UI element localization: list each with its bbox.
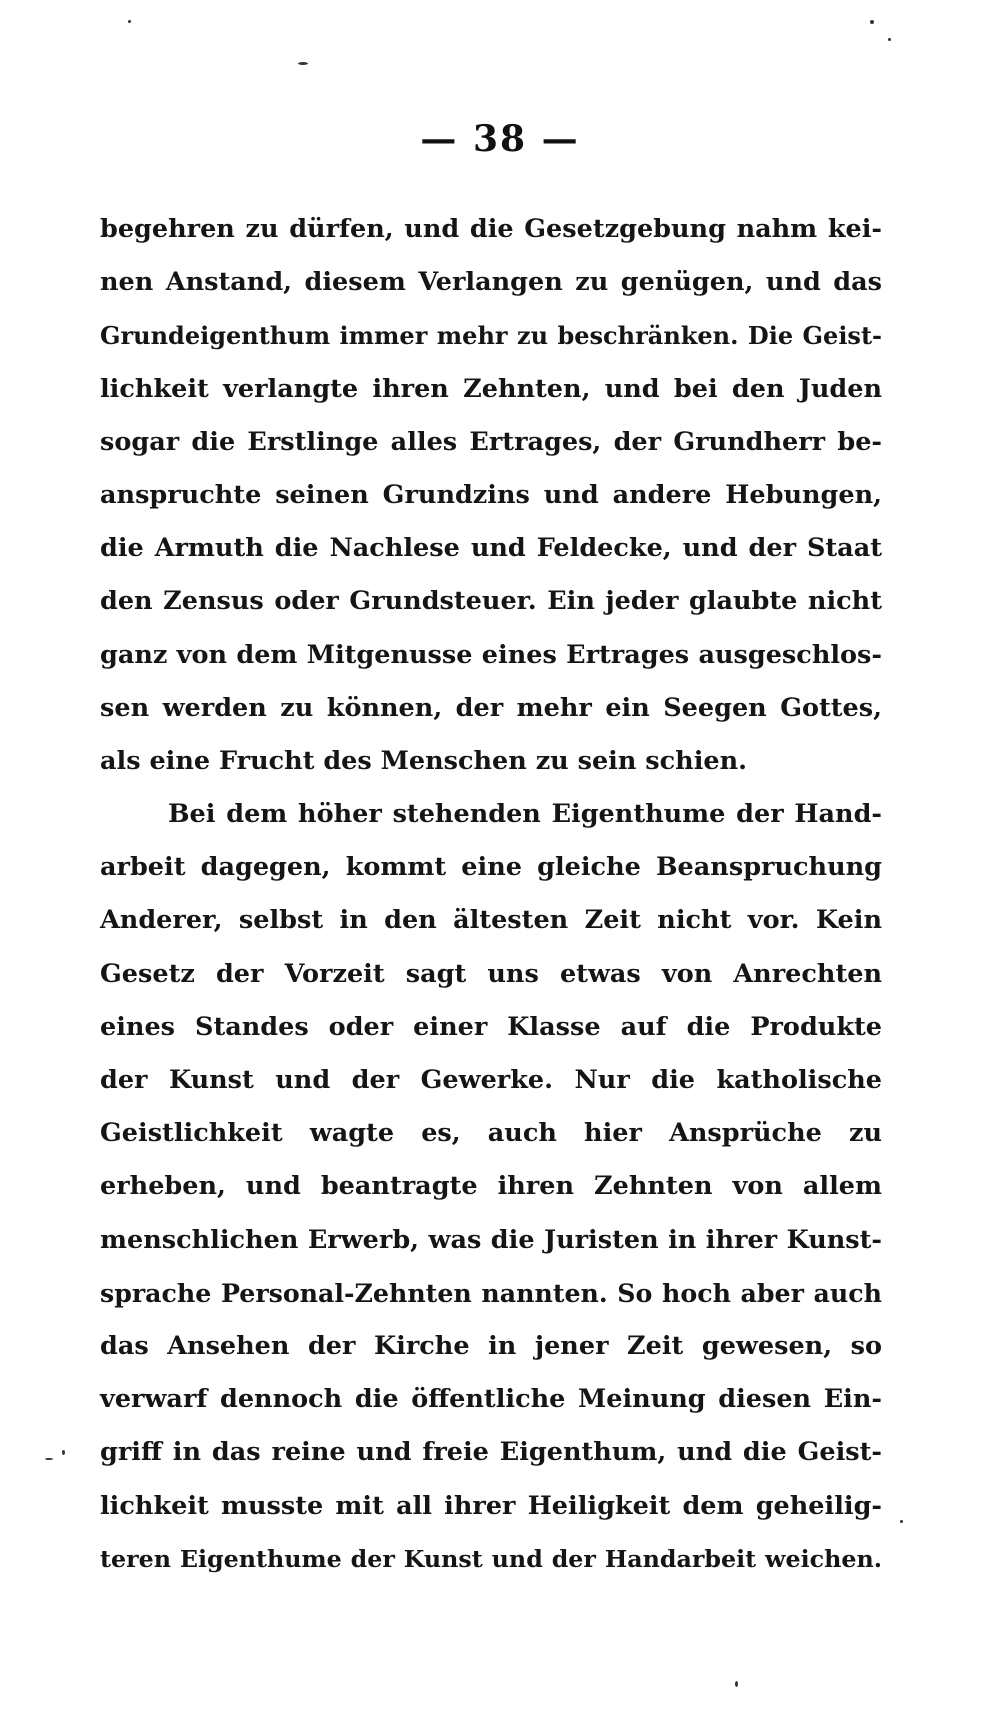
text-line: sprache Personal-Zehnten nannten. So hoch aber auch	[100, 1277, 882, 1308]
text-line: sogar die Erstlinge alles Ertrages, der Grundherr be-	[100, 426, 882, 457]
text-line: eines Standes oder einer Klasse auf die Produkte	[100, 1011, 882, 1042]
text-line: erheben, und beantragte ihren Zehnten von allem	[100, 1171, 882, 1202]
scan-speck	[298, 62, 308, 65]
text-line: arbeit dagegen, kommt eine gleiche Beanspruchung	[100, 852, 882, 883]
scan-speck	[45, 1458, 53, 1460]
text-line: sen werden zu können, der mehr ein Seegen Gottes,	[100, 692, 882, 723]
text-line-paragraph-end: als eine Frucht des Menschen zu sein schien.	[100, 745, 748, 776]
scan-speck	[735, 1681, 738, 1687]
text-line: lichkeit verlangte ihren Zehnten, und bei den Juden	[100, 373, 882, 404]
text-line: Geistlichkeit wagte es, auch hier Ansprüche zu	[100, 1118, 882, 1149]
text-line-paragraph-start: Bei dem höher stehenden Eigenthume der Hand-	[168, 799, 882, 830]
text-line: ganz von dem Mitgenusse eines Ertrages ausgeschlos-	[100, 639, 882, 670]
text-line: teren Eigenthume der Kunst und der Handarbeit weichen.	[100, 1544, 882, 1573]
text-line: die Armuth die Nachlese und Feldecke, und der Staat	[100, 533, 882, 564]
scan-speck	[128, 20, 131, 23]
body-text	[100, 203, 882, 1586]
text-line: den Zensus oder Grundsteuer. Ein jeder glaubte nicht	[100, 586, 882, 617]
scan-speck	[870, 20, 874, 24]
scan-speck	[62, 1450, 65, 1455]
scan-speck	[888, 38, 891, 41]
text-line: anspruchte seinen Grundzins und andere Hebungen,	[100, 479, 882, 510]
text-line: der Kunst und der Gewerke. Nur die katholische	[100, 1065, 882, 1095]
text-line: Grundeigenthum immer mehr zu beschränken. Die Geist-	[100, 321, 882, 351]
text-line: verwarf dennoch die öffentliche Meinung diesen Ein-	[100, 1384, 882, 1415]
text-line: griff in das reine und freie Eigenthum, und die Geist-	[100, 1437, 882, 1468]
text-line: nen Anstand, diesem Verlangen zu genügen, und das	[100, 267, 882, 298]
text-line: lichkeit musste mit all ihrer Heiligkeit dem geheilig-	[100, 1490, 882, 1521]
scan-speck	[900, 1520, 903, 1523]
text-line: Gesetz der Vorzeit sagt uns etwas von Anrechten	[100, 958, 882, 989]
text-line: menschlichen Erwerb, was die Juristen in ihrer Kunst-	[100, 1224, 882, 1255]
text-line: Anderer, selbst in den ältesten Zeit nicht vor. Kein	[100, 905, 882, 936]
text-line: begehren zu dürfen, und die Gesetzgebung nahm kei-	[100, 214, 882, 244]
text-line: das Ansehen der Kirche in jener Zeit gewesen, so	[100, 1330, 882, 1361]
page-number: — 38 —	[420, 118, 580, 160]
